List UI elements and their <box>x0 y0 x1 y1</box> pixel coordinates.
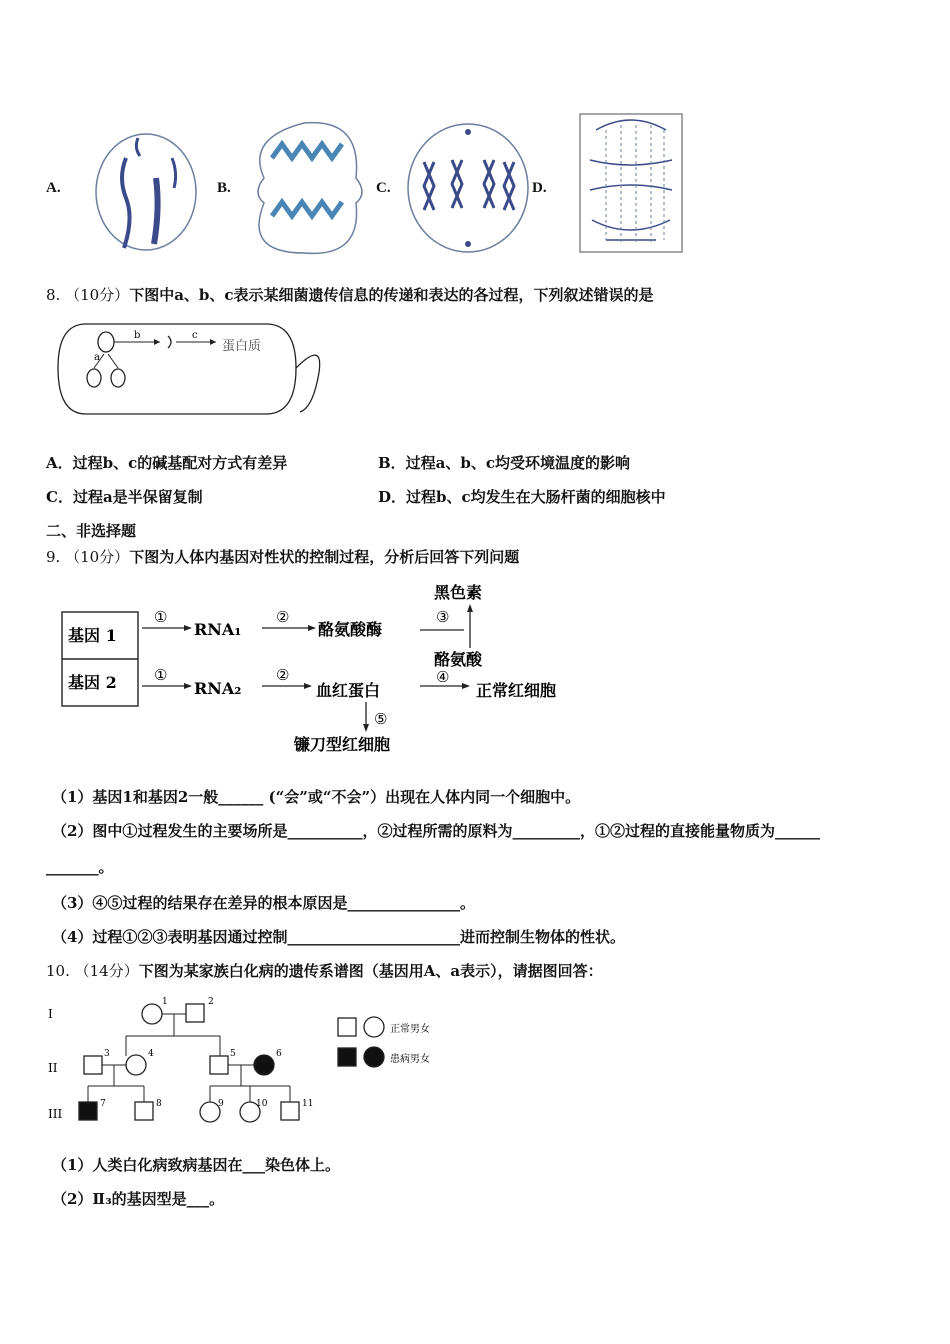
option-c-label[interactable]: C. <box>376 180 391 196</box>
id-6: 6 <box>276 1049 282 1059</box>
individual-3 <box>84 1056 102 1074</box>
individual-5 <box>210 1056 228 1074</box>
gen2-label: II <box>48 1061 58 1075</box>
gen1-label: I <box>48 1007 53 1021</box>
arrow-a-right <box>108 354 118 368</box>
q10-sub2: （2）Ⅱ₃的基因型是___。 <box>52 1190 225 1208</box>
id-5: 5 <box>230 1049 236 1059</box>
option-a-label[interactable]: A. <box>46 180 61 196</box>
q8-stem: 8. （10分）下图中a、b、c表示某细菌遗传信息的传递和表达的各过程，下列叙述错误的是 <box>46 286 654 304</box>
id-2: 2 <box>208 997 214 1007</box>
q8-bacterium-diagram <box>56 318 326 420</box>
id-9: 9 <box>218 1099 224 1109</box>
chromosome <box>172 158 176 188</box>
individual-8 <box>135 1102 153 1120</box>
legend-normal-text: 正常男女 <box>390 1024 430 1035</box>
cell-membrane <box>96 134 196 250</box>
mrna <box>168 336 171 348</box>
chromosome <box>424 162 434 210</box>
step4-marker: ④ <box>436 668 450 686</box>
step1b-marker: ① <box>154 666 168 684</box>
cell-image-c <box>404 120 534 256</box>
individual-7 <box>79 1102 97 1120</box>
flagellum <box>296 355 320 412</box>
label-a: a <box>94 352 100 363</box>
q8-option-a[interactable]: A．过程b、c的碱基配对方式有差异 <box>46 454 288 472</box>
chromosome <box>452 160 462 208</box>
q8-option-d[interactable]: D．过程b、c均发生在大肠杆菌的细胞核中 <box>378 488 666 506</box>
legend-affected-female <box>364 1047 384 1067</box>
chromosome-group <box>272 144 342 158</box>
q9-sub3: （3）④⑤过程的结果存在差异的根本原因是_______________。 <box>52 894 475 912</box>
cell-image-b <box>244 118 366 256</box>
daughter-dna <box>111 369 125 387</box>
id-7: 7 <box>100 1099 106 1109</box>
centriole <box>465 241 471 247</box>
chromosome <box>504 162 514 210</box>
chromosome-group <box>272 202 342 216</box>
hemoglobin-label: 血红蛋白 <box>316 681 381 700</box>
q9-gene-diagram <box>56 578 616 760</box>
cell-image-d <box>576 110 686 256</box>
q8-option-c[interactable]: C．过程a是半保留复制 <box>46 488 203 506</box>
id-4: 4 <box>148 1049 154 1059</box>
individual-4 <box>126 1055 146 1075</box>
step2b-marker: ② <box>276 666 290 684</box>
chromosome <box>154 178 158 244</box>
label-protein: 蛋白质 <box>222 339 262 354</box>
spindle-fibers <box>590 120 672 240</box>
step5-marker: ⑤ <box>374 710 388 728</box>
melanin-label: 黑色素 <box>434 583 483 602</box>
legend-normal-male <box>338 1018 356 1036</box>
label-c: c <box>192 330 198 341</box>
cell-membrane <box>258 123 362 254</box>
option-b-label[interactable]: B. <box>217 180 231 196</box>
legend-affected-male <box>338 1048 356 1066</box>
id-1: 1 <box>162 997 168 1007</box>
q9-sub2-cont: _______。 <box>46 858 114 876</box>
cell-wall <box>580 114 682 252</box>
q10-sub1: （1）人类白化病致病基因在___染色体上。 <box>52 1156 340 1174</box>
dna-circle <box>98 332 114 352</box>
cell-image-a <box>88 128 208 254</box>
individual-9 <box>200 1102 220 1122</box>
gen3-label: III <box>48 1107 63 1121</box>
rna2-label: RNA₂ <box>194 679 242 698</box>
individual-6 <box>254 1055 274 1075</box>
id-10: 10 <box>256 1099 268 1109</box>
sickle-rbc-label: 镰刀型红细胞 <box>294 735 391 754</box>
step2-marker: ② <box>276 608 290 626</box>
centriole <box>465 129 471 135</box>
legend-affected-text: 患病男女 <box>390 1054 430 1065</box>
q10-stem: 10. （14分）下图为某家族白化病的遗传系谱图（基因用A、a表示），请据图回答： <box>46 962 603 980</box>
q8-option-b[interactable]: B．过程a、b、c均受环境温度的影响 <box>378 454 631 472</box>
chromosome <box>122 158 130 248</box>
step1-marker: ① <box>154 608 168 626</box>
tyrosine-label: 酪氨酸 <box>434 650 483 669</box>
q10-pedigree <box>44 992 464 1128</box>
option-d-label[interactable]: D. <box>532 180 547 196</box>
chromosome <box>136 138 140 156</box>
id-3: 3 <box>104 1049 110 1059</box>
normal-rbc-label: 正常红细胞 <box>476 681 557 700</box>
q9-sub1: （1）基因1和基因2一般______ (“会”或“不会”）出现在人体内同一个细胞中。 <box>52 788 581 806</box>
daughter-dna <box>87 369 101 387</box>
enzyme-label: 酪氨酸酶 <box>318 620 383 639</box>
q9-stem: 9. （10分）下图为人体内基因对性状的控制过程，分析后回答下列问题 <box>46 548 520 566</box>
gene1-label: 基因 1 <box>68 626 117 645</box>
label-b: b <box>134 330 141 341</box>
chromosome <box>484 160 494 208</box>
step3-marker: ③ <box>436 608 450 626</box>
individual-2 <box>186 1004 204 1022</box>
id-8: 8 <box>156 1099 162 1109</box>
legend-normal-female <box>364 1017 384 1037</box>
q9-sub2: （2）图中①过程发生的主要场所是__________，②过程所需的原料为_________，①②过程的直接能量物质为______ <box>52 822 820 840</box>
q9-sub4: （4）过程①②③表明基因通过控制_______________________进而控制生物体的性状。 <box>52 928 625 946</box>
individual-1 <box>142 1004 162 1024</box>
individual-11 <box>281 1102 299 1120</box>
rna1-label: RNA₁ <box>194 620 242 639</box>
gene2-label: 基因 2 <box>68 673 117 692</box>
id-11: 11 <box>302 1099 314 1109</box>
section-title: 二、非选择题 <box>46 522 137 540</box>
